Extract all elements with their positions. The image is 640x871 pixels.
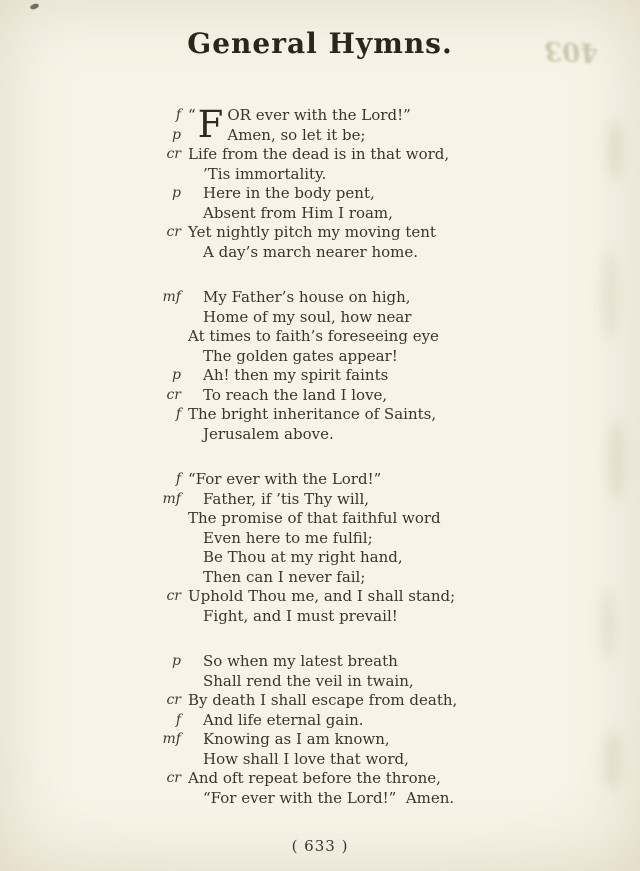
page-title: General Hymns.	[187, 27, 453, 60]
opening-lines	[103, 103, 640, 146]
verse-line: By death I shall escape from death,	[188, 691, 458, 709]
verse-line-row	[103, 243, 640, 263]
stanza	[103, 470, 640, 626]
verse-line-row	[103, 509, 640, 529]
verse-line-row	[103, 548, 640, 568]
verse-line: At times to faith’s foreseeing eye	[188, 327, 439, 345]
verse-line: To reach the land I love,	[203, 385, 388, 404]
verse-line-row	[103, 288, 640, 308]
dynamic-mark	[103, 509, 188, 529]
dynamic-mark	[103, 607, 188, 627]
verse-line: The golden gates appear!	[203, 346, 398, 365]
verse-line: Be Thou at my right hand,	[203, 548, 403, 566]
verse-line: ’Tis immortality.	[203, 164, 327, 183]
verse-line-row	[103, 347, 640, 367]
dynamic-mark: f	[175, 471, 181, 487]
bleed-through-hymn-number: 403	[542, 35, 600, 67]
dynamic-mark: mf	[162, 490, 181, 507]
verse-line: Ah! then my spirit faints	[203, 366, 389, 384]
verse-line-row	[103, 490, 640, 510]
stanza	[103, 652, 640, 808]
hymn-text	[103, 103, 640, 808]
dynamic-mark: f	[175, 711, 181, 728]
dynamic-mark: f	[175, 107, 181, 123]
dynamic-mark	[103, 568, 188, 588]
dynamic-mark	[103, 789, 188, 809]
verse-line: Life from the dead is in that word,	[188, 145, 450, 163]
verse-line-row	[103, 470, 640, 490]
verse-line: Knowing as I am known,	[203, 730, 390, 748]
verse-line: Even here to me fulfil;	[203, 528, 373, 547]
verse-line: OR ever with the Lord!”	[227, 106, 411, 124]
verse-line-row	[103, 327, 640, 347]
verse-line-row	[103, 587, 640, 607]
verse-line-row	[103, 769, 640, 789]
dynamic-mark	[103, 165, 188, 185]
verse-line: My Father’s house on high,	[203, 288, 411, 306]
page-number: ( 633 )	[291, 837, 349, 855]
verse-line: Absent from Him I roam,	[203, 203, 393, 222]
opening-verse-lines	[227, 106, 410, 145]
verse-line-row	[103, 184, 640, 204]
open-quote: “	[188, 106, 196, 124]
verse-line: And oft repeat before the throne,	[188, 769, 441, 787]
verse-line-row	[103, 145, 640, 165]
dynamic-mark: p	[172, 126, 181, 143]
dynamic-mark: mf	[162, 289, 181, 305]
dynamic-mark: cr	[166, 386, 181, 403]
dynamic-mark: p	[172, 367, 181, 383]
verse-line: “For ever with the Lord!”	[188, 470, 382, 488]
dynamics-column	[103, 106, 188, 145]
dynamic-mark: f	[175, 406, 181, 422]
verse-line: The bright inheritance of Saints,	[188, 405, 437, 423]
verse-line: Amen, so let it be;	[227, 125, 366, 144]
verse-line: A day’s march nearer home.	[203, 242, 419, 261]
dynamic-mark: p	[172, 185, 181, 201]
verse-line: Here in the body pent,	[203, 184, 375, 202]
verse-line: Yet nightly pitch my moving tent	[188, 223, 436, 241]
dynamic-mark: mf	[162, 731, 181, 747]
dynamic-mark	[103, 672, 188, 692]
dynamic-mark	[103, 425, 188, 445]
verse-line-row	[103, 711, 640, 731]
verse-line-row	[103, 425, 640, 445]
verse-line-row	[103, 308, 640, 328]
drop-cap-initial: F	[197, 103, 224, 146]
stanzas	[103, 145, 640, 808]
verse-line-row	[103, 366, 640, 386]
dynamic-mark: p	[172, 653, 181, 669]
dynamic-mark	[103, 204, 188, 224]
dynamic-mark	[103, 243, 188, 263]
dynamic-mark	[103, 548, 188, 568]
verse-line: Home of my soul, how near	[203, 307, 412, 326]
verse-line: So when my latest breath	[203, 652, 398, 670]
verse-line: Jerusalem above.	[203, 424, 334, 443]
verse-line-row	[103, 789, 640, 809]
verse-line: Then can I never fail;	[203, 567, 366, 586]
dynamic-mark	[103, 327, 188, 347]
verse-line: Father, if ’tis Thy will,	[203, 489, 370, 508]
verse-line-row	[103, 568, 640, 588]
verse-line: How shall I love that word,	[203, 749, 409, 768]
dynamic-mark: cr	[166, 146, 181, 162]
verse-line-row	[103, 607, 640, 627]
verse-line: Uphold Thou me, and I shall stand;	[188, 587, 456, 605]
verse-line: Shall rend the veil in twain,	[203, 671, 414, 690]
verse-line-row	[103, 691, 640, 711]
verse-line-row	[103, 223, 640, 243]
dynamic-mark: cr	[166, 692, 181, 708]
verse-line-row	[103, 386, 640, 406]
stanza	[103, 288, 640, 444]
verse-line-row	[103, 529, 640, 549]
dynamic-mark: cr	[166, 588, 181, 604]
dynamic-mark	[103, 529, 188, 549]
dynamic-mark: cr	[166, 224, 181, 240]
verse-line: The promise of that faithful word	[188, 509, 441, 527]
verse-line: And life eternal gain.	[203, 710, 364, 729]
verse-line-row	[103, 652, 640, 672]
verse-line-row	[103, 750, 640, 770]
verse-line: “For ever with the Lord!” Amen.	[203, 788, 455, 807]
verse-line-row	[103, 730, 640, 750]
verse-line: Fight, and I must prevail!	[203, 606, 398, 625]
verse-line-row	[103, 165, 640, 185]
verse-line-row	[103, 672, 640, 692]
stanza	[103, 145, 640, 262]
dynamic-mark: cr	[166, 770, 181, 786]
verse-line-row	[103, 405, 640, 425]
dynamic-mark	[103, 308, 188, 328]
dynamic-mark	[103, 750, 188, 770]
dynamic-mark	[103, 347, 188, 367]
verse-line-row	[103, 204, 640, 224]
